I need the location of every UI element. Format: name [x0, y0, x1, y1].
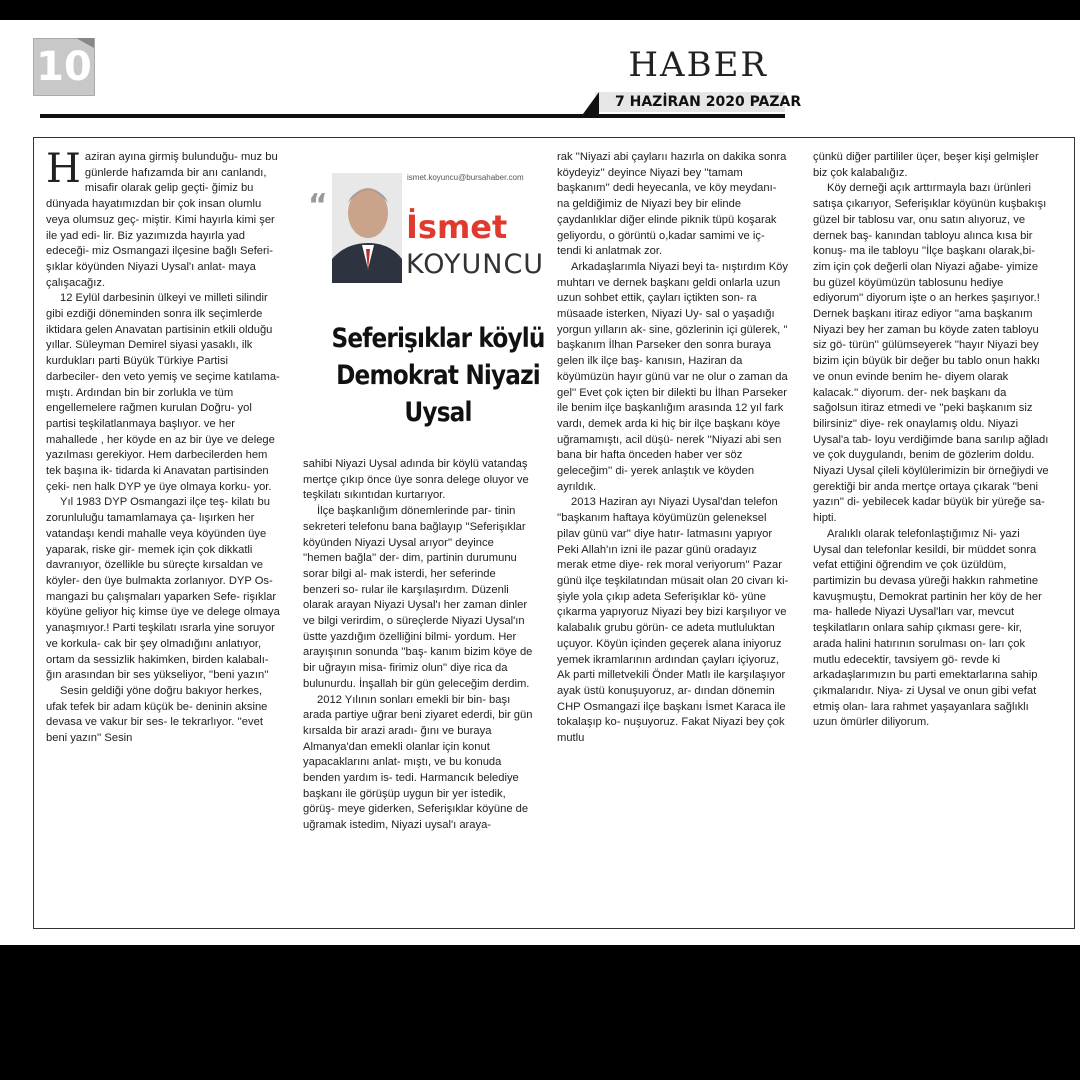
issue-date: [615, 94, 801, 110]
section-title: HABER: [628, 45, 768, 85]
paragraph: 2013 Haziran ayı Niyazi Uysal'dan telefon ''başkanım haftaya köyümüzün geleneksel pilav günü var'' diye hatır- latmasını yapıyor Peki Allah'ın izni ile pazar günü oradayız merak etme diye- rek moral veriyorum'' Pazar günü ilçe teşkilatından müsait olan 20 civarı ki- şiyle yola çıkıp adeta Seferişıklar kö- yüne çıkarma yapıyoruz Niyazi bey bizi karşılıyor ve kalabalık grubu görün- ce adeta mutluluktan uçuyor. Köyün içinden geçerek alana iniyoruz yemek ikramlarının ardından çayları içiyoruz, Ak parti milletvekili Önder Matlı ile karşılaşıyor ayak üstü konuşuyoruz, ar- dından dönemin CHP Osmangazi ilçe başkanı İsmet Karaca ile tokalaşıp ko- nuşuyoruz. Fakat Niyazi bey çok mutlu: [557, 496, 789, 745]
paragraph: Yıl 1983 DYP Osmangazi ilçe teş- kilatı bu zorunluluğu tamamlamaya ça- lışırken her vatandaşı kendi mahalle veya köyünden üye yaparak, riske gir- memek için çok dikkatli davranıyor, özellikle bu süreçte kırsaldan ve köyler- den üye bulmakta zorlanıyor. DYP Os- mangazi bu çalışmaları yaparken Sefe- rişıklar köyüne geliyor hiç kimse üye ve delege olmaya yanaşmıyor.! Parti teşkilatı ısrarla yine soruyor ve korkula- cak bir şey olmadığını anlatıyor, ortam da sessizlik hakimken, birden kalabalı- ğın arasından bir ses yükseliyor, ''beni yazın'': [46, 496, 280, 682]
article-column-2: [303, 457, 535, 834]
article-column-1: [46, 146, 282, 747]
page-number: 10: [33, 38, 95, 96]
paragraph: Aralıklı olarak telefonlaştığımız Ni- yazi Uysal dan telefonlar kesildi, bir müddet sonra vefat ettiğini öğrendim ve çok üzüldüm, partimizin bu devasa yüreği hakkın rahmetine kavuşmuştu, Demokrat partinin her köy de her ma- hallede Niyazi Uysal'ları var, mevcut teşkilatların onlara sahip çıkması gere- kir, arada halini hatırının sorulması on- ları çok mutlu edecektir, tavsiyem gö- revde ki arkadaşlarımızın bu parti emektarlarına sahip çıkmalarıdır. Niya- zi Uysal ve onun gibi vefat etmiş olan- lara rahmet yaşayanlara sağlıklı uzun ömürler diliyorum.: [813, 527, 1042, 729]
drop-cap: H: [46, 146, 81, 192]
header-wedge: [583, 92, 599, 114]
paragraph: Arkadaşlarımla Niyazi beyi ta- nıştırdım Köy muhtarı ve dernek başkanı geldi onlarla uzun uzun sohbet ettik, çayları içtikten son- ra müsaade isterken, Niyazi Uy- sal o yaşadığı yorgun yılların ak- sine, gözlerinin içi gülerek, '' başkanım İlhan Parseker den sonra buraya gelen ilk ilçe baş- kanısın, Haziran da köyümüzün hayır günü var ne olur o zaman da gel'' Evet çok içten bir dilekti bu İlhan Parseker ile benim ilçe başkanlığım arasında 12 yıl fark vardı, demek arda ki hiç bir ilçe başkanı köye uğramamıştı, acil düşü- nerek ''Niyazi abi sen bana bir hafta önceden haber ver söz geleceğim'' di- yerek anlaştık ve köyden ayrıldık.: [557, 260, 788, 493]
issue-day: PAZAR: [749, 94, 802, 110]
article-headline: Seferişıklar köylü Demokrat Niyazi Uysal: [331, 323, 545, 428]
paragraph: rak ''Niyazi abi çaylarıı hazırla on dakika sonra köydeyiz'' deyince Niyazi bey ''tamam başkanım'' dedi heyecanla, ve köy meydanı- na geldiğimiz de Niyazi bey bir elinde çaydanlıklar diğer elinde piknik tüpü koşarak geliyordu, o görüntü o,kadar samimi ve iç- tendi ki anlatmak zor.: [557, 151, 787, 258]
page-number-corner: [76, 38, 94, 48]
paragraph: 12 Eylül darbesinin ülkeyi ve milleti silindir gibi ezdiği döneminden sonra ilk seçimlerde iktidara gelen Anavatan partisinin etkili olduğu yıllar. Süleyman Demirel siyasi yasaklı, ilk kurdukları parti Büyük Türkiye Partisi darbeciler- den veto yemiş ve seçime katılama- mıştı. Ardından bin bir zorlukla ve tüm engellemelere rağmen kurulan Doğru- yol partisi teşkilatlanmaya başlıyor. ve her mahallede , her köyde en az bir üye ve delege yazılması gerekiyor. Hem darbecilerden hem tek başına ik- tidarda ki Anavatan partisinden çeki- nen halk DYP ye üye olmaya korku- yor.: [46, 292, 280, 493]
paragraph: İlçe başkanlığım dönemlerinde par- tinin sekreteri telefonu bana bağlayıp ''Seferişıklar köyünden Niyazi Uysal arıyor'' deyince ''hemen bağla'' der- dim, partinin durumunu sorar bilgi al- mak isterdi, her seferinde benzeri so- rular ile karşılaşırdım. Düzenli olarak arayan Niyazi Uysal'ı her zaman dinler ve bilgi verirdim, o süreçlerde Niyazi Uysal'ın üstte yazdığım özelliğini bilmi- yordum. Her arayışının sonunda ''baş- kanım bizim köye de bir uğrayın misa- firimiz olun'' diye rica da bulunurdu. İnşallah bir gün geleceğim derdim.: [303, 505, 533, 690]
paragraph: 2012 Yılının sonları emekli bir bin- başı arada partiye uğrar beni ziyaret ederdi, bir gün kırsalda bir arazi aradı- ğını ve buraya Almanya'dan emekli olanlar için konut yapacaklarını anlat- mıştı, ve bu konuda benden yardım is- tedi. Harmancık belediye başkanı ile görüşüp uygun bir yer istedik, görüş- meye giderken, Seferişıklar köyüne de uğramak istedim, Niyazi uysal'ı araya-: [303, 693, 533, 832]
issue-date-text: 7 HAZİRAN 2020: [615, 94, 745, 110]
author-photo: [332, 173, 402, 283]
article-column-3: [557, 150, 789, 747]
newspaper-page: [0, 20, 1080, 945]
header-rule: [40, 114, 785, 118]
quote-mark-icon: “: [308, 188, 328, 223]
paragraph: [46, 146, 282, 291]
article-column-4: [813, 150, 1049, 731]
author-box: [302, 153, 570, 323]
paragraph: çünkü diğer partililer üçer, beşer kişi gelmişler biz çok kalabalığız.: [813, 151, 1039, 179]
author-first-name: İsmet: [406, 208, 508, 246]
paragraph-text: aziran ayına girmiş bulunduğu- muz bu günlerde hafızamda bir anı canlandı, misafir olarak gelip geçti- ğimiz bu dünyada hayatımızdan bir çok insan olumlu veya olumsuz geç- miştir. Kimi hayırla kimi şer ile yad edi- lir. Biz yazımızda hayırla yad edeceği- miz Osmangazi ilçesine bağlı Seferi- şıklar köyünden Niyazi Uysal'ı anlat- maya çalışacağız.: [46, 151, 278, 289]
author-email: ismet.koyuncu@bursahaber.com: [407, 173, 524, 182]
paragraph: Sesin geldiği yöne doğru bakıyor herkes, ufak tefek bir adam küçük be- deninin aksine devasa ve vakur bir ses- le tekrarlıyor. ''evet beni yazın'' Sesin: [46, 684, 268, 745]
paragraph: Köy derneği açık arttırmayla bazı ürünleri satışa çıkarıyor, Seferişıklar köyünün kuşbakışı güzel bir tablosu var, onu satın alıyoruz, ve dernek baş- kanından tabloyu alınca kısa bir konuş- ma ile tabloyu ''İlçe başkanı olarak,bi- zim için çok değerli olan Niyazi ağabe- yimize bu güzel köyümüzün tablosunu hediye ediyorum'' diyorum işte o an herkes şaşırıyor.! Dernek başkanı itiraz ediyor ''ama başkanım Niyazi bey her zaman bu köyde zaten tabloyu siz gö- türün'' gülümseyerek ''hayır Niyazi bey bizim için büyük bir değer bu tablo onun hakkı ve onun evinde benim he- diyem olarak kalacak.'' diyorum. der- nek başkanı da sağolsun itiraz etmedi ve ''peki başkanım siz bilirsiniz'' diye- rek onaylamış oldu. Niyazi Uysal'a tab- loyu verdiğimde bana sarılıp ağladı ve çok duygulandı, benim de gözlerim doldu. Niyazi Uysal çileli köylülerimizin bir örneğiydi ve gerektiği bir anda mertçe ortaya çıkarak ''beni yazın'' di- yebilecek kadar büyük bir yüreğe sa- hipti.: [813, 182, 1049, 525]
author-last-name: KOYUNCU: [406, 249, 545, 280]
paragraph: sahibi Niyazi Uysal adında bir köylü vatandaş mertçe çıkıp önce üye sonra delege oluyor ve teşkilatı sıkıntıdan kurtarıyor.: [303, 458, 529, 502]
